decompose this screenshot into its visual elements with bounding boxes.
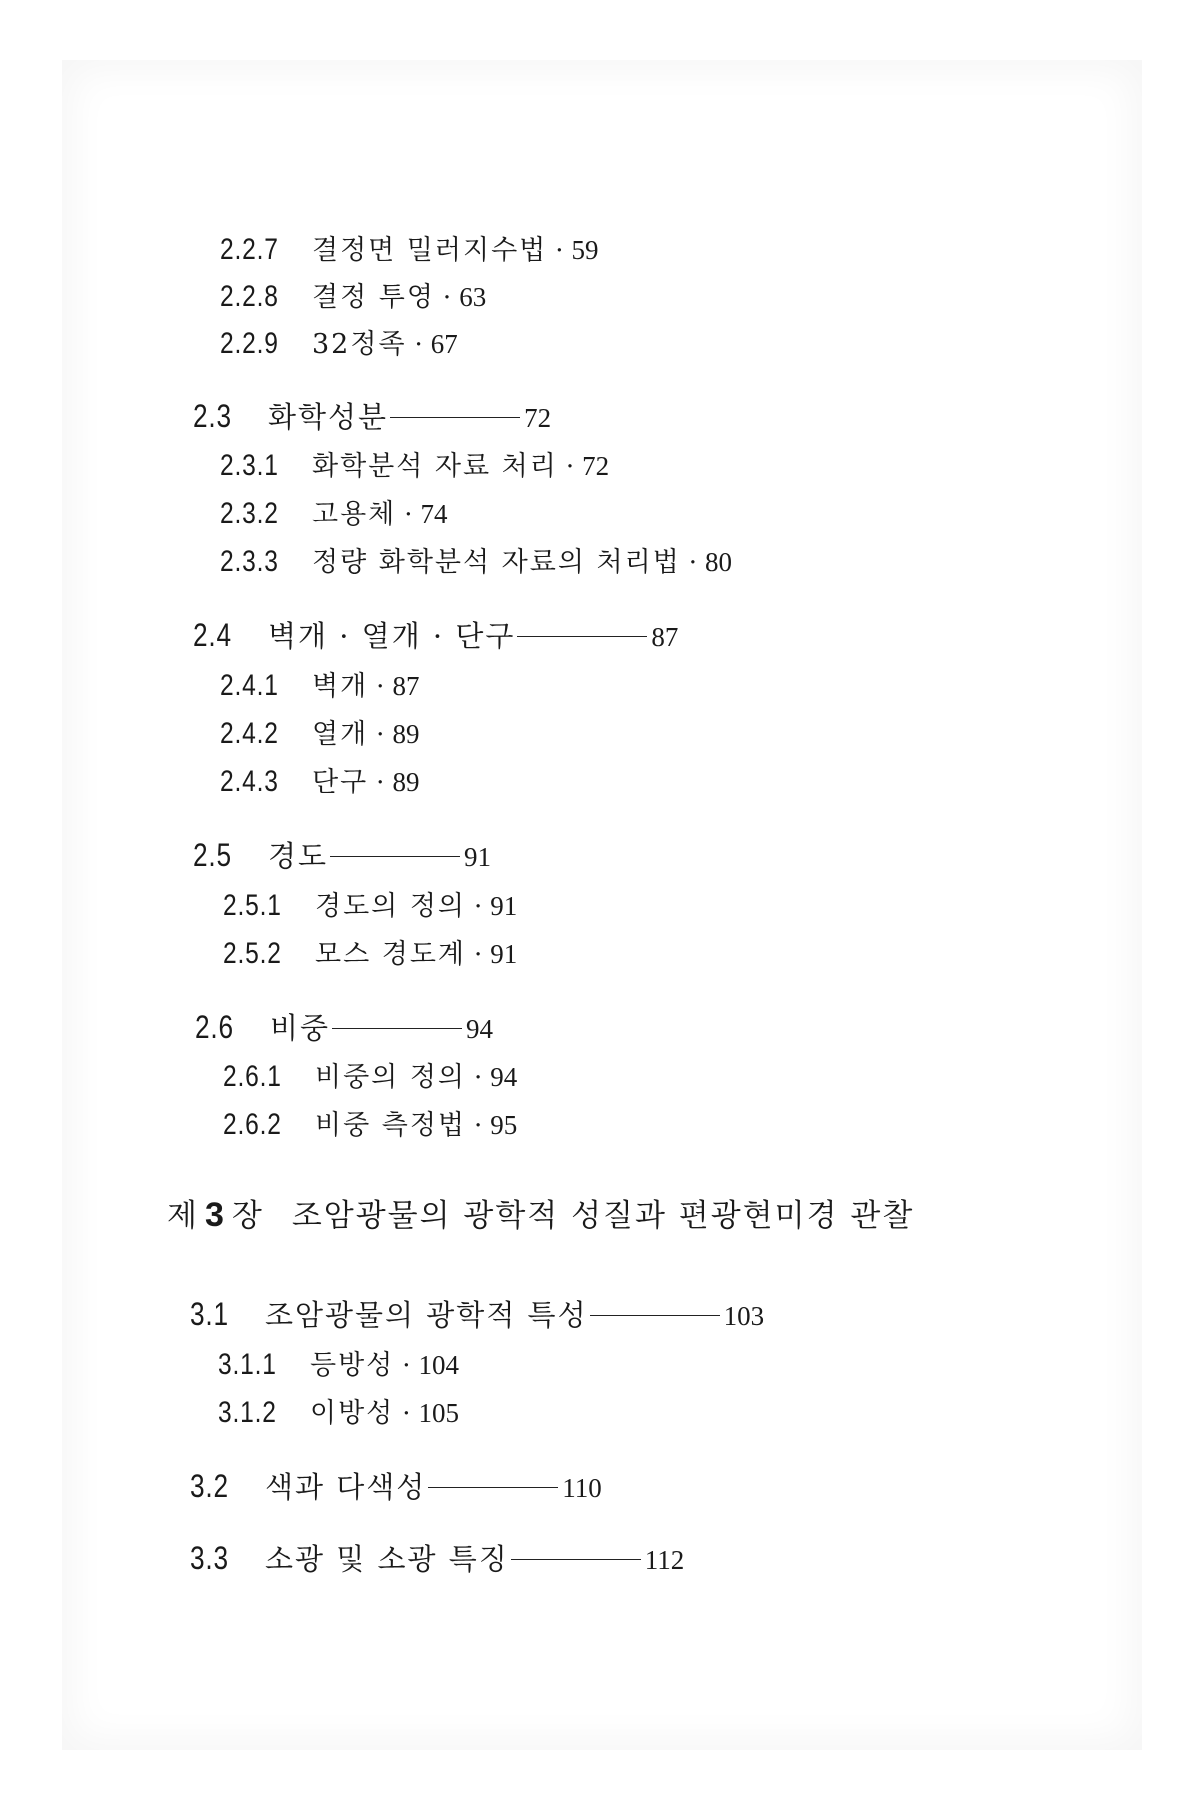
entry-number: 2.5.2 [223, 937, 282, 970]
entry-title: 결정 투영 [312, 282, 435, 313]
toc-section[interactable] [190, 1465, 602, 1506]
toc-entry[interactable] [218, 1391, 459, 1430]
entry-number: 2.6.1 [223, 1060, 282, 1093]
toc-section[interactable] [193, 614, 678, 655]
toc-entry[interactable] [223, 884, 517, 923]
toc-entry[interactable] [223, 1055, 517, 1094]
entry-title: 고용체 [312, 499, 397, 530]
leader-line [511, 1559, 641, 1560]
separator-dot: · [402, 1399, 411, 1429]
section-page: 94 [466, 1014, 494, 1044]
entry-title: 정량 화학분석 자료의 처리법 [312, 547, 681, 578]
entry-number: 2.3.3 [220, 545, 279, 578]
section-number: 3.3 [190, 1540, 229, 1576]
entry-title: 벽개 [312, 671, 369, 702]
section-title: 소광 및 소광 특징 [265, 1542, 509, 1576]
section-number: 3.1 [190, 1296, 229, 1332]
section-title: 조암광물의 광학적 특성 [265, 1298, 588, 1332]
entry-number: 2.5.1 [223, 889, 282, 922]
entry-number: 2.6.2 [223, 1108, 282, 1141]
toc-entry[interactable] [220, 760, 419, 799]
entry-title: 결정면 밀러지수법 [312, 235, 548, 266]
separator-dot: · [402, 1351, 411, 1381]
separator-dot: · [474, 1063, 483, 1093]
section-page: 87 [651, 622, 679, 652]
entry-title: 경도의 정의 [315, 891, 466, 922]
entry-page: 59 [571, 235, 599, 265]
entry-title: 등방성 [310, 1350, 395, 1381]
toc-entry[interactable] [220, 228, 599, 267]
toc-entry[interactable] [220, 492, 448, 531]
section-number: 2.5 [193, 837, 232, 873]
toc-entry[interactable] [223, 932, 517, 971]
entry-title: 모스 경도계 [315, 939, 466, 970]
entry-number: 3.1.1 [218, 1348, 277, 1381]
separator-dot: · [414, 330, 423, 360]
toc-entry[interactable] [220, 275, 486, 314]
entry-page: 72 [582, 451, 610, 481]
separator-dot: · [376, 672, 385, 702]
separator-dot: · [474, 892, 483, 922]
entry-title: 단구 [312, 767, 369, 798]
separator-dot: · [555, 236, 564, 266]
separator-dot: · [688, 548, 697, 578]
separator-dot: · [376, 720, 385, 750]
leader-line [390, 417, 520, 418]
entry-page: 91 [490, 939, 518, 969]
entry-page: 91 [490, 891, 518, 921]
entry-number: 2.2.7 [220, 233, 279, 266]
toc-entry[interactable] [218, 1343, 459, 1382]
entry-title: 열개 [312, 719, 369, 750]
entry-number: 2.2.9 [220, 327, 279, 360]
leader-line [330, 856, 460, 857]
entry-title: 이방성 [310, 1398, 395, 1429]
entry-page: 94 [490, 1062, 518, 1092]
leader-line [428, 1487, 558, 1488]
section-page: 110 [562, 1473, 602, 1503]
toc-section[interactable] [190, 1293, 764, 1334]
toc-section[interactable] [193, 834, 491, 875]
section-title: 경도 [268, 839, 329, 873]
entry-number: 3.1.2 [218, 1396, 277, 1429]
entry-number: 2.2.8 [220, 280, 279, 313]
leader-line [332, 1028, 462, 1029]
entry-title: 비중 측정법 [315, 1110, 466, 1141]
separator-dot: · [442, 283, 452, 313]
section-page: 103 [723, 1301, 765, 1331]
entry-page: 80 [705, 547, 732, 577]
entry-title: 화학분석 자료 처리 [312, 451, 558, 482]
entry-page: 74 [420, 499, 448, 529]
entry-page: 67 [430, 329, 458, 359]
toc-entry[interactable] [220, 664, 419, 703]
entry-number: 2.4.3 [220, 765, 279, 798]
entry-page: 89 [392, 767, 420, 797]
separator-dot: · [474, 940, 483, 970]
separator-dot: · [376, 768, 385, 798]
entry-page: 95 [490, 1110, 518, 1140]
leader-line [517, 636, 647, 637]
toc-entry[interactable] [220, 444, 609, 483]
toc-entry[interactable] [223, 1103, 517, 1142]
entry-page: 87 [392, 671, 420, 701]
entry-number: 2.3.2 [220, 497, 279, 530]
entry-title: 비중의 정의 [315, 1062, 466, 1093]
separator-dot: · [474, 1111, 483, 1141]
section-page: 112 [644, 1545, 685, 1575]
entry-number: 2.4.1 [220, 669, 279, 702]
entry-page: 89 [392, 719, 420, 749]
toc-section[interactable] [195, 1006, 493, 1047]
entry-page: 105 [418, 1398, 460, 1428]
entry-page: 104 [418, 1350, 460, 1380]
leader-line [590, 1315, 720, 1316]
toc-entry[interactable] [220, 540, 732, 579]
section-title: 색과 다색성 [265, 1470, 427, 1504]
separator-dot: · [565, 452, 575, 482]
section-page: 91 [464, 842, 492, 872]
section-title: 벽개 · 열개 · 단구 [268, 619, 516, 653]
section-page: 72 [524, 403, 552, 433]
chapter-number: 3 [204, 1196, 226, 1234]
toc-section[interactable] [190, 1537, 684, 1578]
chapter-heading[interactable] [167, 1190, 914, 1235]
entry-title: 32정족 [312, 329, 407, 360]
section-number: 3.2 [190, 1468, 229, 1504]
entry-page: 63 [459, 282, 487, 312]
section-title: 화학성분 [268, 400, 389, 434]
toc-entry[interactable] [220, 712, 419, 751]
section-title: 비중 [270, 1011, 331, 1045]
toc-section[interactable] [193, 395, 551, 436]
separator-dot: · [404, 500, 413, 530]
section-number: 2.4 [193, 617, 232, 653]
chapter-title: 조암광물의 광학적 성질과 편광현미경 관찰 [291, 1198, 915, 1234]
toc-entry[interactable] [220, 322, 458, 361]
section-number: 2.6 [195, 1009, 234, 1045]
chapter-suffix: 장 [231, 1198, 264, 1234]
chapter-prefix: 제 [167, 1198, 199, 1234]
section-number: 2.3 [193, 398, 232, 434]
entry-number: 2.4.2 [220, 717, 279, 750]
entry-number: 2.3.1 [220, 449, 279, 482]
